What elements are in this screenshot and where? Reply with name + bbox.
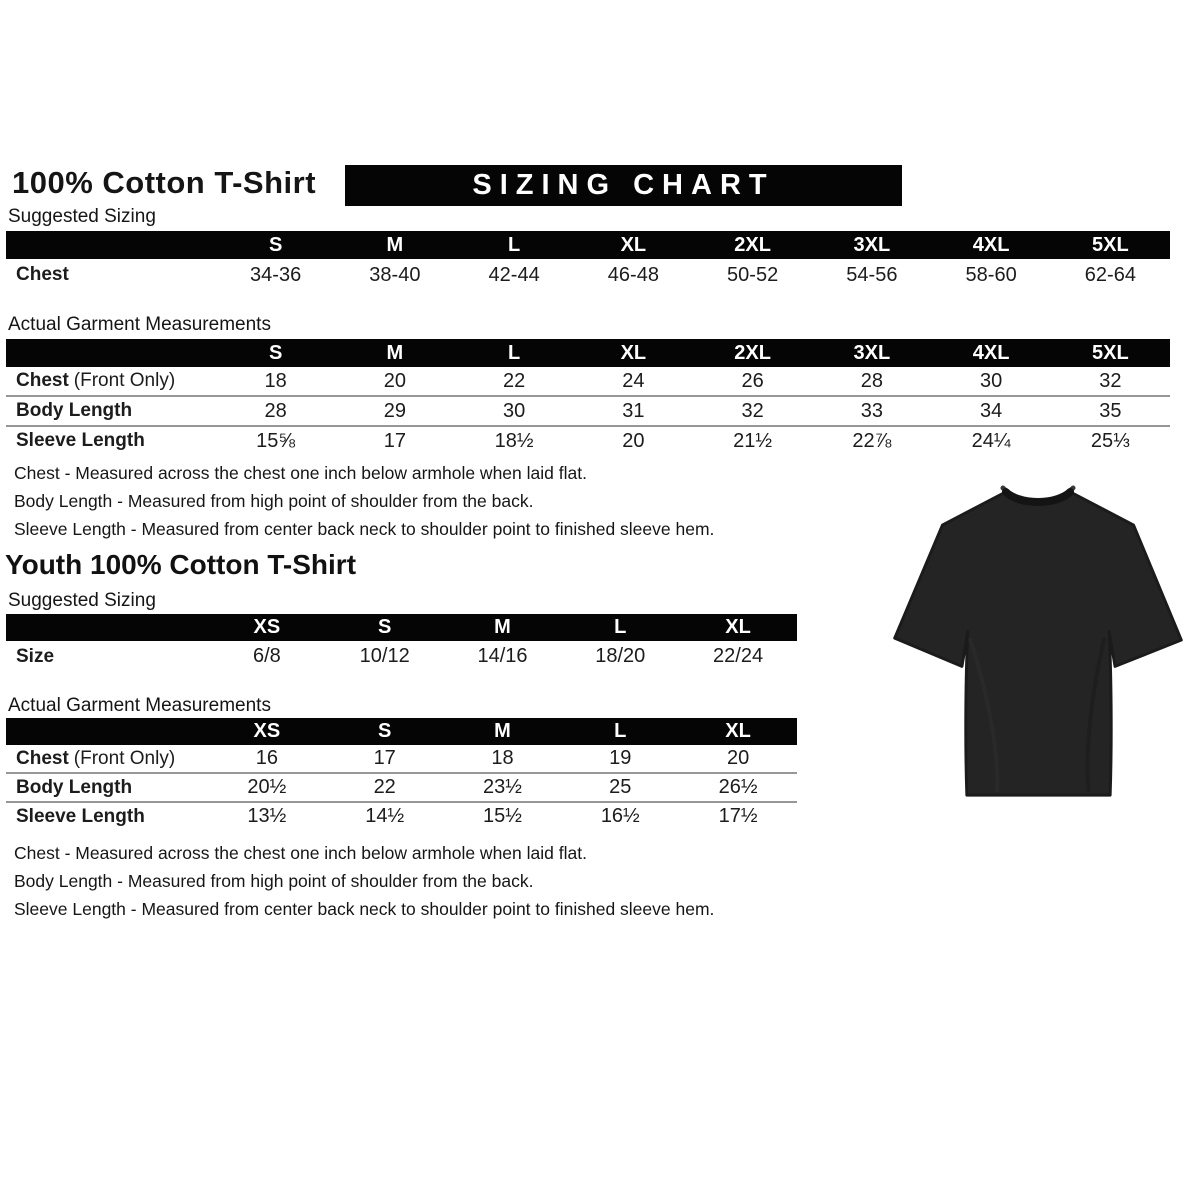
table-cell: 34-36 <box>250 263 302 286</box>
row-label: Chest (Front Only) <box>16 747 176 769</box>
youth-suggested-sizing-label: Suggested Sizing <box>8 590 156 611</box>
col-header: L <box>508 341 521 364</box>
table-header-row <box>6 339 1170 367</box>
table-cell: 17 <box>373 747 396 769</box>
youth-section-title: Youth 100% Cotton T-Shirt <box>5 549 357 580</box>
table-cell: 14/16 <box>477 645 528 667</box>
table-cell: 18 <box>264 369 287 392</box>
table-cell: 17 <box>383 429 406 452</box>
col-header: M <box>386 341 404 364</box>
table-cell: 22⅞ <box>852 429 892 452</box>
table-cell: 38-40 <box>369 263 421 286</box>
col-header: XL <box>725 720 751 742</box>
table-cell: 24¼ <box>971 429 1011 452</box>
col-header: M <box>494 616 511 638</box>
col-header: S <box>268 233 283 256</box>
table-cell: 17½ <box>718 805 758 827</box>
table-cell: 46-48 <box>607 263 659 286</box>
row-label: Chest (Front Only) <box>16 370 176 391</box>
youth-measurement-notes <box>14 843 714 927</box>
col-header: L <box>508 233 521 256</box>
table-cell: 13½ <box>247 805 287 827</box>
table-cell: 14½ <box>365 805 405 827</box>
table-cell: 35 <box>1099 399 1122 422</box>
table-cell: 25⅓ <box>1090 429 1130 452</box>
table-cell: 16 <box>255 747 279 769</box>
note-line: Chest - Measured across the chest one inch below armhole when laid flat. <box>14 463 587 483</box>
table-cell: 31 <box>622 399 645 422</box>
table-cell: 22 <box>503 369 526 392</box>
col-header: XS <box>253 616 281 638</box>
table-cell: 28 <box>264 399 287 422</box>
table-row <box>6 745 797 772</box>
table-cell: 26½ <box>718 776 758 798</box>
table-row <box>6 772 797 801</box>
col-header: M <box>494 720 511 742</box>
table-cell: 58-60 <box>965 263 1017 286</box>
table-cell: 6/8 <box>252 645 281 667</box>
table-cell: 54-56 <box>846 263 898 286</box>
table-cell: 30 <box>503 399 526 422</box>
col-header: XL <box>725 616 751 638</box>
col-header: 3XL <box>853 233 891 256</box>
table-row <box>6 801 797 830</box>
table-cell: 33 <box>860 399 883 422</box>
col-header: 5XL <box>1092 341 1129 364</box>
table-cell: 25 <box>609 776 632 798</box>
tshirt-image <box>882 472 1194 814</box>
adult-suggested-sizing-label: Suggested Sizing <box>8 206 156 227</box>
table-row <box>6 367 1170 395</box>
note-line: Body Length - Measured from high point of shoulder from the back. <box>14 491 534 511</box>
table-header-row <box>6 614 797 641</box>
banner-label: SIZING CHART <box>472 169 775 201</box>
note-line: Chest - Measured across the chest one inch below armhole when laid flat. <box>14 843 587 863</box>
col-header: L <box>614 616 627 638</box>
table-header-row <box>6 231 1170 259</box>
youth-suggested-sizing-table <box>6 614 797 672</box>
adult-actual-measurements-table <box>6 339 1170 455</box>
table-cell: 15⅝ <box>256 429 296 452</box>
table-cell: 23½ <box>483 776 522 798</box>
adult-measurement-notes <box>14 463 714 547</box>
col-header: XS <box>253 720 281 742</box>
table-cell: 20½ <box>247 776 287 798</box>
table-cell: 19 <box>609 747 632 769</box>
adult-suggested-sizing-table <box>6 231 1170 291</box>
table-cell: 21½ <box>733 429 773 452</box>
table-cell: 10/12 <box>359 645 410 667</box>
youth-actual-measurements-label: Actual Garment Measurements <box>8 695 271 716</box>
table-cell: 15½ <box>483 805 522 827</box>
col-header: M <box>386 233 404 256</box>
col-header: 2XL <box>734 233 771 256</box>
table-cell: 32 <box>741 399 764 422</box>
col-header: L <box>614 720 627 742</box>
table-header-row <box>6 718 797 745</box>
table-cell: 20 <box>726 747 750 769</box>
table-cell: 22 <box>373 776 396 798</box>
col-header: 4XL <box>972 233 1010 256</box>
table-cell: 28 <box>860 369 883 392</box>
col-header: XL <box>620 233 647 256</box>
table-cell: 18 <box>491 747 514 769</box>
table-cell: 24 <box>622 369 645 392</box>
col-header: S <box>268 341 283 364</box>
col-header: 3XL <box>853 341 891 364</box>
sizing-chart-banner <box>345 165 902 206</box>
row-label: Body Length <box>16 400 133 421</box>
table-row <box>6 395 1170 425</box>
note-line: Sleeve Length - Measured from center back neck to shoulder point to finished sleeve hem. <box>14 519 715 539</box>
table-cell: 29 <box>383 399 406 422</box>
table-cell: 42-44 <box>488 263 540 286</box>
row-label: Body Length <box>16 776 133 798</box>
col-header: S <box>378 616 392 638</box>
adult-actual-measurements-label: Actual Garment Measurements <box>8 314 271 335</box>
col-header: XL <box>620 341 647 364</box>
note-line: Sleeve Length - Measured from center back neck to shoulder point to finished sleeve hem. <box>14 899 715 919</box>
table-cell: 22/24 <box>713 645 764 667</box>
table-cell: 30 <box>980 369 1003 392</box>
row-label: Sleeve Length <box>16 805 145 827</box>
table-cell: 26 <box>741 369 764 392</box>
table-row <box>6 259 1170 291</box>
page-title: 100% Cotton T-Shirt <box>12 165 317 200</box>
table-cell: 34 <box>980 399 1003 422</box>
table-row <box>6 425 1170 455</box>
col-header: 4XL <box>972 341 1010 364</box>
table-cell: 20 <box>383 369 406 392</box>
table-cell: 32 <box>1099 369 1122 392</box>
tshirt-graphic <box>882 472 1194 814</box>
table-row <box>6 641 797 672</box>
table-cell: 50-52 <box>727 263 779 286</box>
row-label: Sleeve Length <box>16 430 145 451</box>
col-header: 5XL <box>1092 233 1129 256</box>
table-cell: 18/20 <box>595 645 646 667</box>
col-header: 2XL <box>734 341 771 364</box>
row-label: Size <box>16 645 55 667</box>
table-cell: 20 <box>622 429 645 452</box>
col-header: S <box>378 720 392 742</box>
row-label: Chest <box>16 264 69 285</box>
youth-actual-measurements-table <box>6 718 797 830</box>
note-line: Body Length - Measured from high point of shoulder from the back. <box>14 871 534 891</box>
table-cell: 16½ <box>600 805 640 827</box>
table-cell: 18½ <box>494 429 534 452</box>
table-cell: 62-64 <box>1084 263 1136 286</box>
